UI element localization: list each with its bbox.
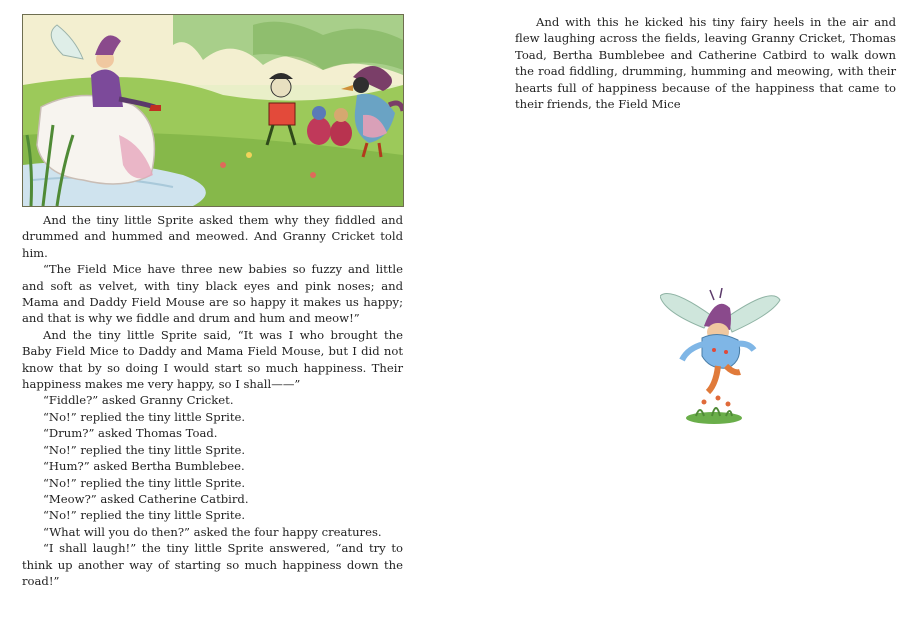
story-illustration-art — [23, 15, 403, 206]
paragraph: “No!” replied the tiny little Sprite. — [43, 409, 246, 424]
paragraph: “Meow?” asked Catherine Catbird. — [43, 491, 249, 506]
right-page-text — [515, 14, 896, 112]
paragraph: And the tiny little Sprite said, “It was I who brought the Baby Field Mice to Daddy and Mama Field Mouse, but I did not know that by so doing I would start so much happiness. Their happiness makes me very happy, so I shall——” — [22, 327, 403, 392]
left-page-text — [22, 212, 403, 589]
paragraph: “No!” replied the tiny little Sprite. — [43, 475, 246, 490]
left-page — [0, 0, 457, 624]
paragraph: And with this he kicked his tiny fairy heels in the air and flew laughing across the fields, leaving Granny Cricket, Thomas Toad, Bertha Bumblebee and Catherine Catbird to walk down the road fiddling, drumming, humming and meowing, with their hearts full of happiness because of the happiness that came to their friends, the Field Mice — [515, 15, 896, 112]
right-page — [457, 0, 915, 624]
paragraph: “No!” replied the tiny little Sprite. — [43, 442, 246, 457]
paragraph: “The Field Mice have three new babies so fuzzy and little and soft as velvet, with tiny black eyes and pink noses; and Mama and Daddy Field Mouse are so happy it makes us happy; and that is why we fiddle and drum and hum and meow!” — [22, 262, 403, 326]
paragraph: “Fiddle?” asked Granny Cricket. — [43, 393, 234, 408]
story-illustration — [22, 14, 404, 207]
paragraph: “What will you do then?” asked the four happy creatures. — [43, 524, 382, 539]
sprite-art — [660, 288, 782, 434]
paragraph: “No!” replied the tiny little Sprite. — [43, 508, 246, 523]
paragraph: “Hum?” asked Bertha Bumblebee. — [43, 459, 245, 474]
laughing-sprite-illustration — [660, 288, 782, 434]
paragraph: And the tiny little Sprite asked them why they fiddled and drummed and hummed and meowed. And Granny Cricket told him. — [22, 213, 403, 260]
paragraph: “Drum?” asked Thomas Toad. — [43, 426, 218, 441]
paragraph: “I shall laugh!” the tiny little Sprite answered, “and try to think up another way of starting so much happiness down the road!” — [22, 541, 403, 588]
